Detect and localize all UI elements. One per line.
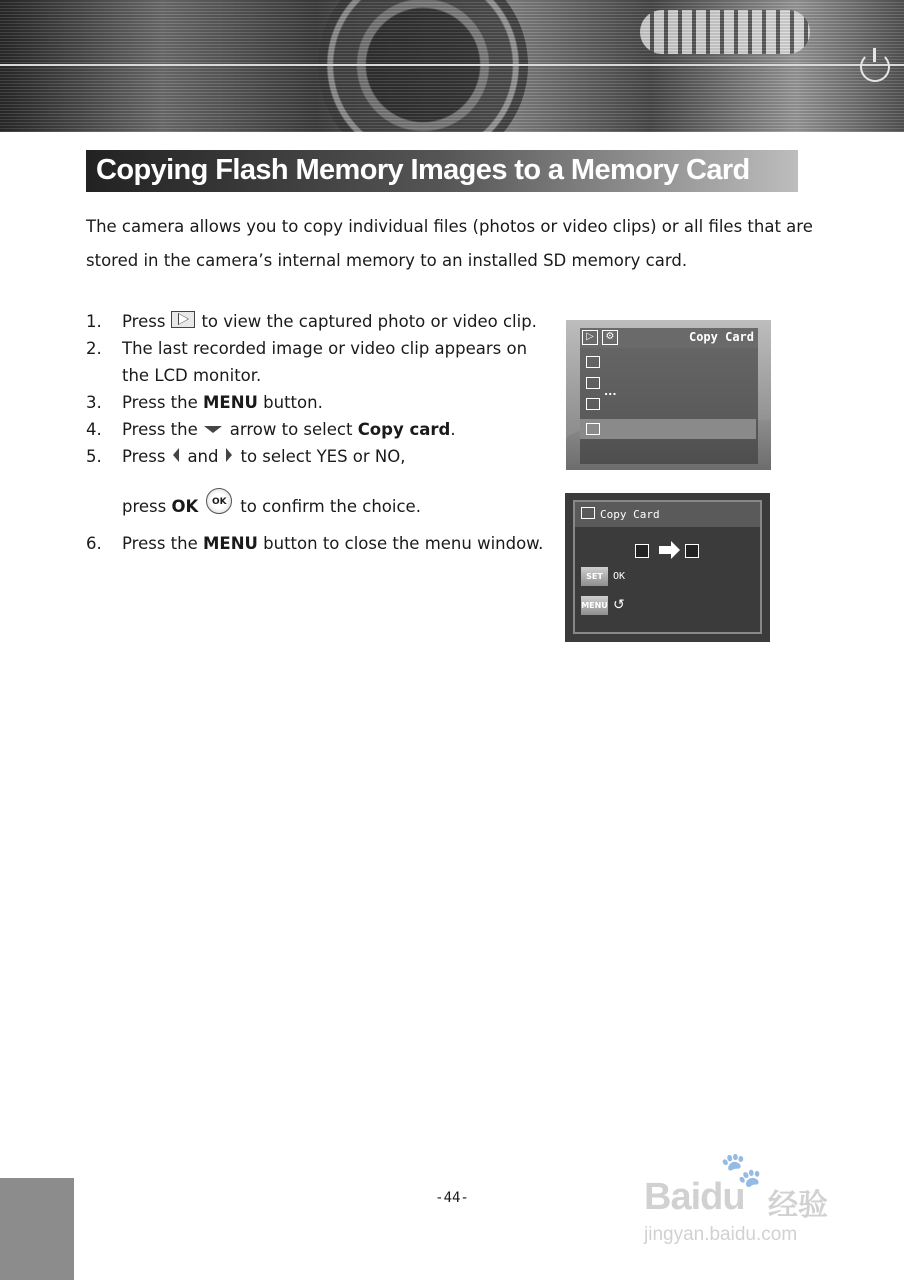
down-arrow-icon xyxy=(204,426,222,433)
slideshow-icon xyxy=(586,377,600,389)
right-arrow-icon xyxy=(226,448,232,462)
internal-memory-icon xyxy=(635,544,649,558)
left-arrow-icon xyxy=(173,448,179,462)
copy-card-icon xyxy=(586,423,600,435)
sd-card-icon xyxy=(685,544,699,558)
list-item: 5. Press and to select YES or NO, press OK OK to confirm the choice. xyxy=(86,447,421,516)
dialog-header-label: Copy Card xyxy=(600,508,660,521)
playback-icon xyxy=(171,311,195,328)
instruction-list xyxy=(86,308,546,557)
playback-menu: ▷ ⚙ Copy Card ... xyxy=(580,328,758,464)
list-item: 6. Press the MENU button to close the menu window. xyxy=(86,534,544,553)
arrow-right-icon xyxy=(659,546,671,554)
copy-card-icon xyxy=(581,507,595,519)
watermark: 🐾 Baidu 经验 jingyan.baidu.com xyxy=(644,1150,828,1245)
section-title-bar xyxy=(86,150,798,192)
header-banner xyxy=(0,0,904,132)
set-button: SET xyxy=(581,567,608,586)
menu-button: MENU xyxy=(581,596,608,615)
playback-tab-icon: ▷ xyxy=(582,330,598,345)
delete-icon xyxy=(586,356,600,368)
lcd-screenshot-copy-card xyxy=(565,493,770,642)
lcd-screenshot-menu xyxy=(566,320,771,470)
list-item: 2. The last recorded image or video clip appears on the LCD monitor. xyxy=(86,339,528,385)
menu-header-label: Copy Card xyxy=(688,330,754,344)
back-icon: ↺ xyxy=(613,597,625,613)
list-item: 1. Press to view the captured photo or video clip. xyxy=(86,312,537,331)
ok-button-icon: OK xyxy=(206,488,232,514)
list-item: 4. Press the arrow to select Copy card. xyxy=(86,420,456,439)
intro-paragraph: The camera allows you to copy individual files (photos or video clips) or all files that are stored in the camera’s internal memory to an installed SD memory card. xyxy=(86,217,813,270)
page-title: Copying Flash Memory Images to a Memory Card xyxy=(96,154,750,186)
list-item: 3. Press the MENU button. xyxy=(86,393,323,412)
selected-row xyxy=(580,419,756,439)
paw-icon: 🐾 xyxy=(720,1150,763,1190)
set-label: OK xyxy=(613,571,626,582)
setup-tab-icon: ⚙ xyxy=(602,330,618,345)
power-icon xyxy=(860,52,890,82)
rotate-icon xyxy=(586,398,600,410)
page-number: -44- xyxy=(435,1190,469,1206)
